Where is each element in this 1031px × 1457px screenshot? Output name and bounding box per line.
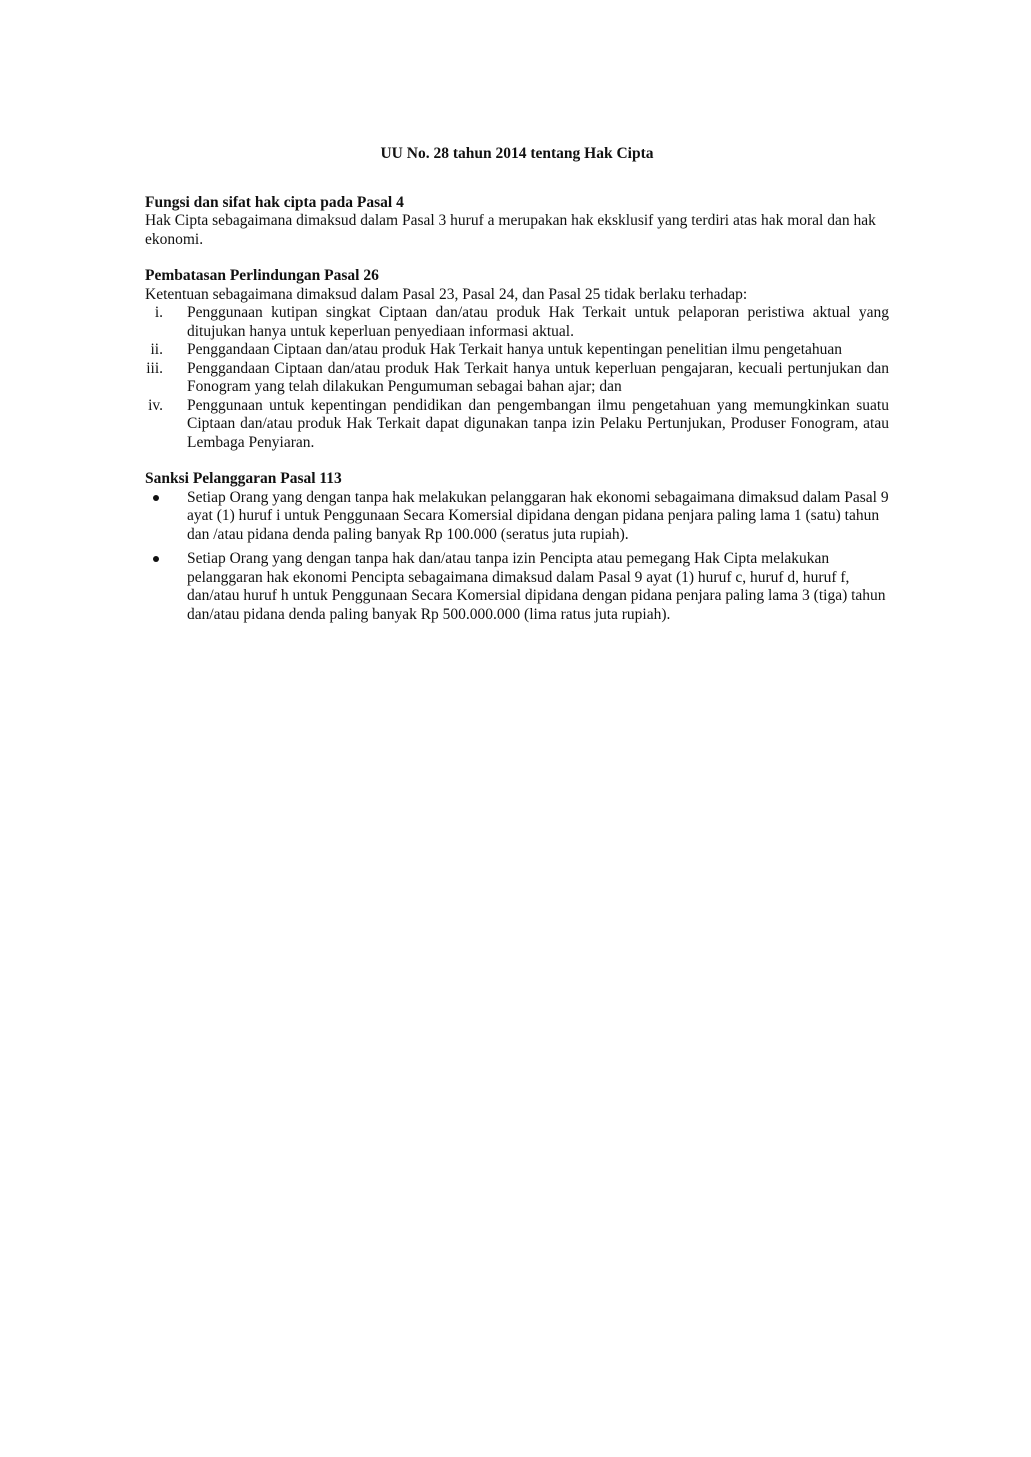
section-heading: Fungsi dan sifat hak cipta pada Pasal 4 [145, 193, 404, 211]
section-fungsi-sifat [145, 194, 889, 250]
section-sanksi [145, 470, 889, 624]
section-heading: Sanksi Pelanggaran Pasal 113 [145, 470, 342, 487]
list-marker: ii. [150, 341, 163, 358]
list-marker: iv. [148, 396, 163, 414]
section-intro: Ketentuan sebagaimana dimaksud dalam Pasal 23, Pasal 24, dan Pasal 25 tidak berlaku terhadap: [145, 285, 748, 303]
list-item [145, 304, 889, 341]
roman-list [145, 304, 889, 452]
document-content [145, 145, 889, 630]
list-item [145, 397, 889, 453]
section-body: Hak Cipta sebagaimana dimaksud dalam Pasal 3 huruf a merupakan hak eksklusif yang terdiri atas hak moral dan hak ekonomi. [145, 212, 876, 248]
list-marker: i. [154, 304, 163, 321]
list-item-text: Penggandaan Ciptaan dan/atau produk Hak Terkait hanya untuk keperluan pengajaran, kecuali pertunjukan dan Fonogram yang telah dilakukan Pengumuman sebagai bahan ajar; dan [187, 359, 889, 395]
bullet-icon [153, 495, 159, 501]
list-item [145, 360, 889, 397]
list-item-text: Setiap Orang yang dengan tanpa hak dan/atau tanpa izin Pencipta atau pemegang Hak Cipta melakukan pelanggaran hak ekonomi Pencipta sebagaimana dimaksud dalam Pasal 9 ayat (1) huruf c, huruf d, huruf f, dan/atau huruf h untuk Penggunaan Secara Komersial dipidana dengan pidana penjara paling lama 3 (tiga) tahun dan/atau pidana denda paling banyak Rp 500.000.000 (lima ratus juta rupiah). [187, 550, 886, 623]
list-item [145, 341, 889, 360]
section-pembatasan [145, 267, 889, 452]
list-marker: iii. [146, 359, 163, 377]
list-item-text: Penggunaan untuk kepentingan pendidikan dan pengembangan ilmu pengetahuan yang memungkinkan suatu Ciptaan dan/atau produk Hak Terkait dapat digunakan tanpa izin Pelaku Pertunjukan, Produser Fonogram, atau Lembaga Penyiaran. [187, 396, 889, 451]
section-heading: Pembatasan Perlindungan Pasal 26 [145, 267, 379, 284]
list-item [145, 550, 889, 624]
list-item-text: Setiap Orang yang dengan tanpa hak melakukan pelanggaran hak ekonomi sebagaimana dimaksud dalam Pasal 9 ayat (1) huruf i untuk Penggunaan Secara Komersial dipidana dengan pidana penjara paling lama 1 (satu) tahun dan /atau pidana denda paling banyak Rp 100.000 (seratus juta rupiah). [187, 488, 889, 543]
list-item-text: Penggandaan Ciptaan dan/atau produk Hak Terkait hanya untuk kepentingan penelitian ilmu pengetahuan [187, 341, 843, 358]
list-item [145, 489, 889, 545]
list-item-text: Penggunaan kutipan singkat Ciptaan dan/atau produk Hak Terkait untuk pelaporan peristiwa aktual yang ditujukan hanya untuk keperluan penyediaan informasi aktual. [187, 304, 889, 340]
bullet-icon [153, 556, 159, 562]
document-title: UU No. 28 tahun 2014 tentang Hak Cipta [380, 145, 654, 162]
bullet-list [145, 489, 889, 625]
